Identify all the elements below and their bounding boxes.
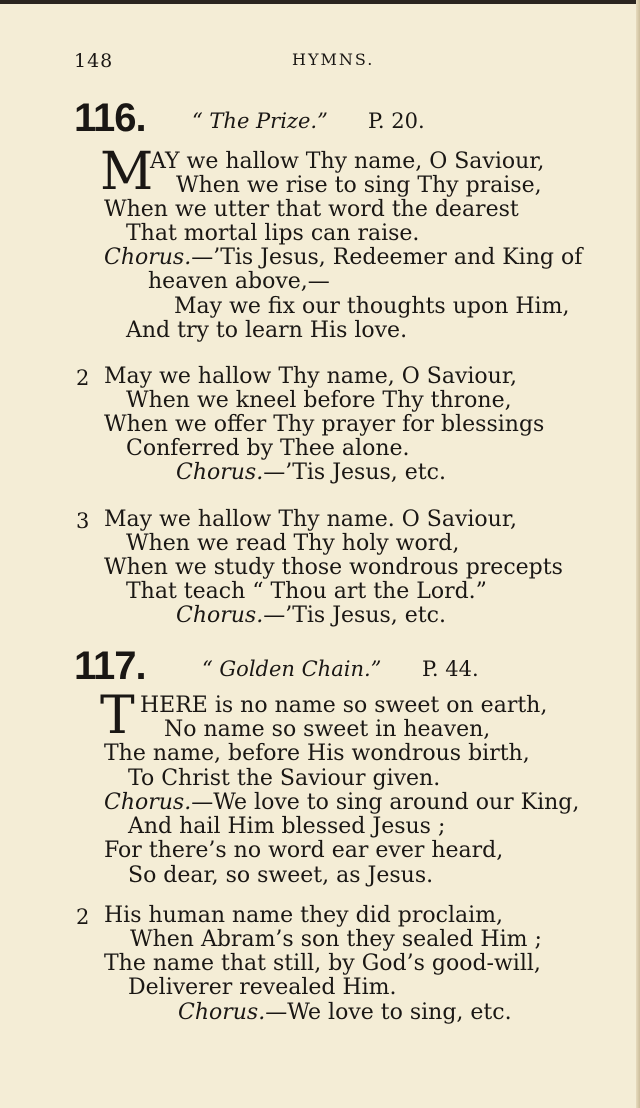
drop-cap: T	[100, 686, 135, 746]
page-reference: P. 20.	[368, 109, 425, 133]
verse-line: When we kneel before Thy throne,	[126, 388, 512, 413]
chorus-text: —’Tis Jesus, etc.	[263, 460, 446, 485]
page-reference: P. 44.	[422, 657, 479, 681]
verse-line: When we rise to sing Thy praise,	[176, 173, 542, 198]
verse-line: When we utter that word the dearest	[104, 197, 519, 222]
page-number: 148	[74, 50, 114, 72]
stanza-number: 2	[76, 905, 90, 929]
drop-cap: M	[100, 142, 154, 202]
verse-line: No name so sweet in heaven,	[164, 717, 491, 742]
tune-name: “ Golden Chain.”	[202, 657, 382, 681]
page-edge	[0, 0, 640, 4]
running-head	[74, 50, 574, 74]
chorus-line: And try to learn His love.	[126, 318, 408, 343]
verse-line: May we hallow Thy name, O Saviour,	[104, 364, 517, 389]
chorus-line: And hail Him blessed Jesus ;	[128, 814, 446, 839]
verse-line: May we hallow Thy name. O Saviour,	[104, 507, 517, 532]
verse-line: Deliverer revealed Him.	[128, 975, 397, 1000]
chorus-label: Chorus.	[178, 1000, 266, 1025]
chorus-text: —We love to sing, etc.	[265, 1000, 512, 1025]
tune-name: “ The Prize.”	[192, 109, 328, 133]
chorus-line	[176, 604, 446, 628]
chorus-text: —’Tis Jesus, etc.	[263, 603, 446, 628]
chorus-label: Chorus.	[104, 790, 192, 815]
chorus-line	[176, 461, 446, 485]
stanza-number: 3	[76, 509, 90, 533]
chorus-label: Chorus.	[176, 460, 264, 485]
chorus-line	[104, 246, 582, 270]
chorus-label: Chorus.	[176, 603, 264, 628]
hymn-number: 117.	[74, 644, 146, 688]
verse-line: When Abram’s son they sealed Him ;	[130, 927, 542, 952]
chorus-text: —’Tis Jesus, Redeemer and King of	[191, 245, 583, 270]
verse-line: His human name they did proclaim,	[104, 903, 503, 928]
verse-line: That teach “ Thou art the Lord.”	[126, 579, 487, 604]
stanza-number: 2	[76, 366, 90, 390]
verse-line: AY we hallow Thy name, O Saviour,	[150, 149, 545, 174]
verse-line: When we study those wondrous precepts	[104, 555, 563, 580]
verse-line: To Christ the Saviour given.	[128, 766, 441, 791]
running-title: HYMNS.	[292, 50, 375, 69]
chorus-text: —We love to sing around our King,	[191, 790, 580, 815]
chorus-line: So dear, so sweet, as Jesus.	[128, 863, 434, 888]
chorus-line: For there’s no word ear ever heard,	[104, 838, 504, 863]
verse-line: When we offer Thy prayer for blessings	[104, 412, 545, 437]
verse-line: The name, before His wondrous birth,	[104, 741, 530, 766]
verse-line: Conferred by Thee alone.	[126, 436, 410, 461]
page-gutter	[636, 0, 640, 1108]
verse-line: HERE is no name so sweet on earth,	[140, 693, 548, 718]
chorus-line	[178, 1001, 512, 1025]
chorus-line	[104, 791, 579, 815]
chorus-label: Chorus.	[104, 245, 192, 270]
hymn-117-header	[74, 644, 594, 690]
hymn-116-header	[74, 96, 594, 142]
verse-line: When we read Thy holy word,	[126, 531, 460, 556]
hymn-number: 116.	[74, 96, 146, 140]
chorus-line: May we fix our thoughts upon Him,	[174, 294, 570, 319]
verse-line: That mortal lips can raise.	[126, 221, 420, 246]
chorus-line: heaven above,—	[148, 269, 330, 294]
verse-line: The name that still, by God’s good-will,	[104, 951, 541, 976]
